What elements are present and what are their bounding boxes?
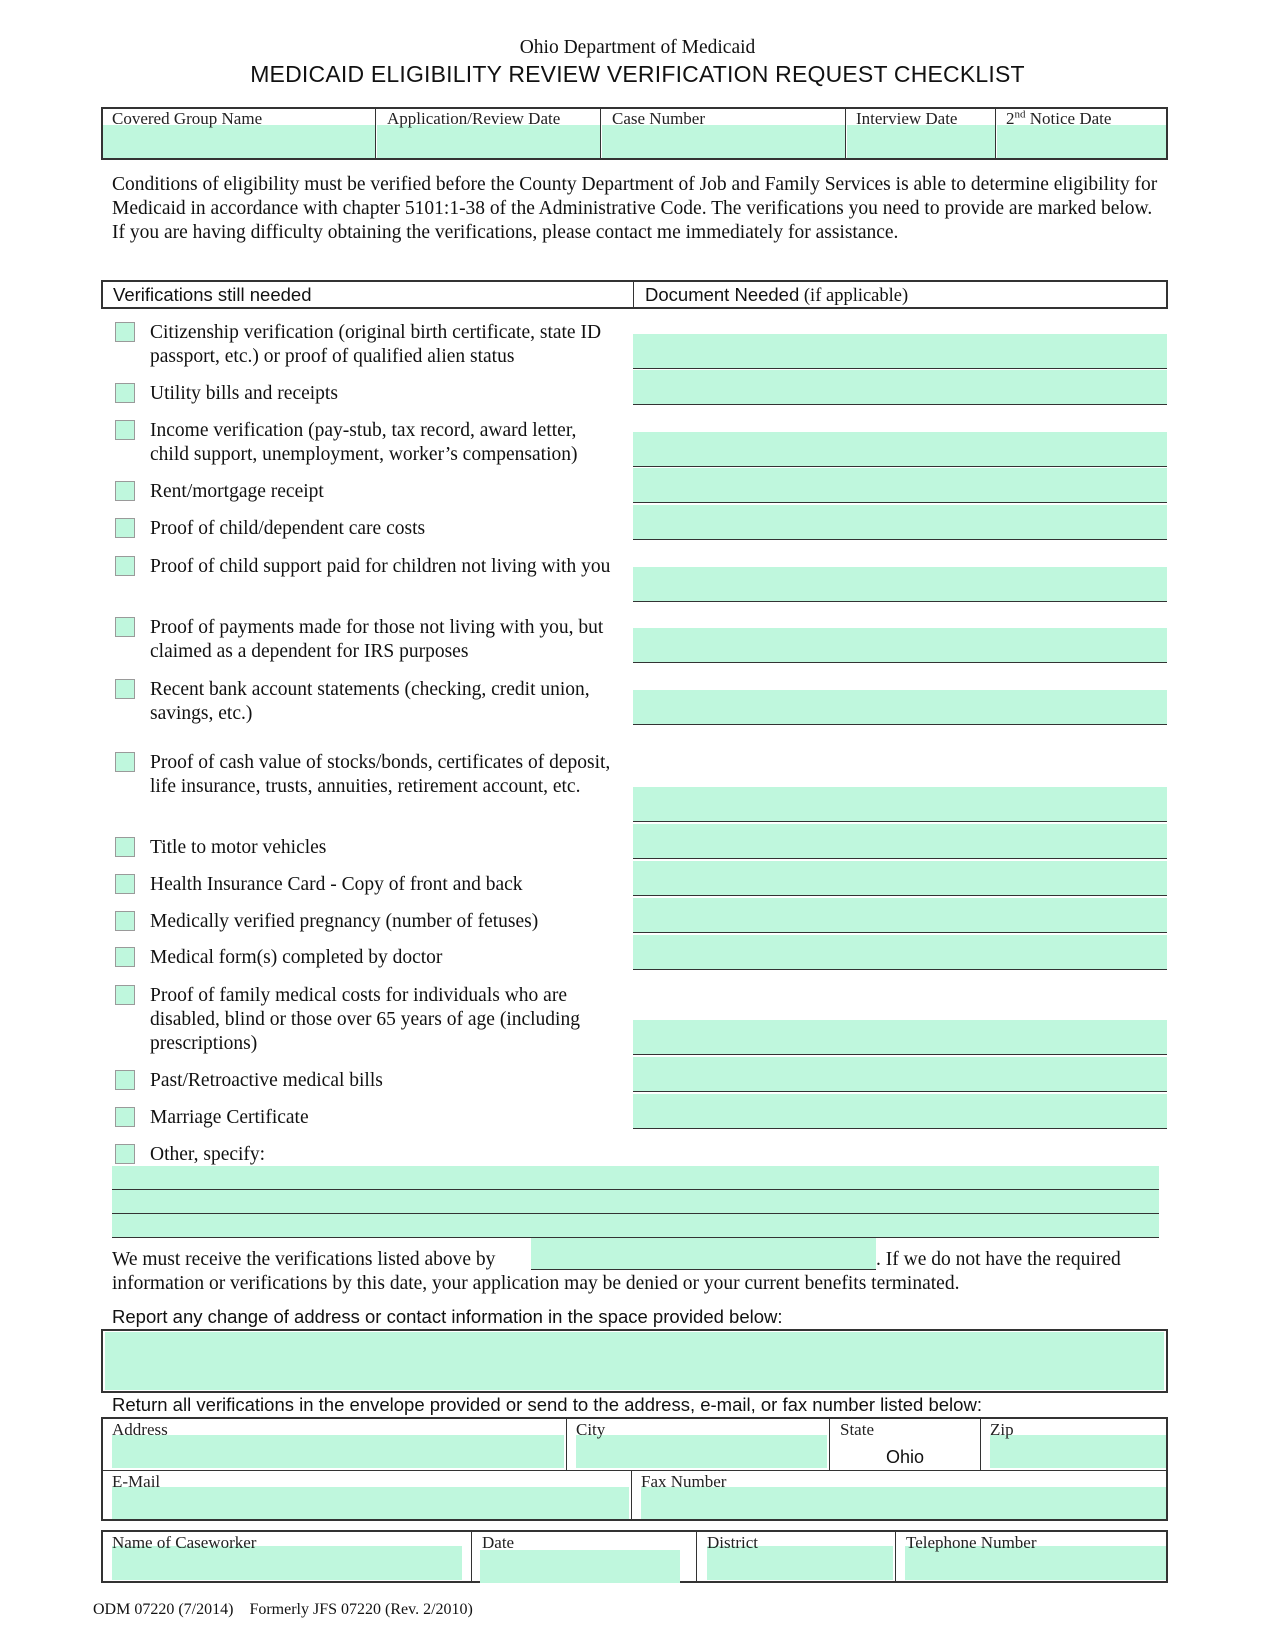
checkbox-rent-mortgage[interactable] <box>115 481 135 501</box>
item-other: Other, specify: <box>150 1144 266 1165</box>
checkbox-stocks-bonds[interactable] <box>115 752 135 772</box>
document-field-child-support[interactable] <box>633 567 1167 602</box>
document-field-child-care[interactable] <box>633 505 1167 540</box>
city-label: City <box>576 1420 606 1439</box>
address-field[interactable] <box>112 1435 564 1468</box>
document-needed-header: Document Needed (if applicable) <box>645 284 909 306</box>
covered-group-name-label: Covered Group Name <box>112 109 263 128</box>
second-notice-date-field[interactable] <box>997 125 1166 158</box>
agency-name: Ohio Department of Medicaid <box>519 37 756 58</box>
checkbox-health-insurance[interactable] <box>115 874 135 894</box>
item-dependent-payments: Proof of payments made for those not living with you, but claimed as a dependent for IRS purposes <box>150 617 604 662</box>
email-label: E-Mail <box>112 1472 161 1491</box>
form-title: MEDICAID ELIGIBILITY REVIEW VERIFICATION REQUEST CHECKLIST <box>250 61 1025 87</box>
item-motor-vehicles: Title to motor vehicles <box>150 837 327 858</box>
caseworker-date-label: Date <box>482 1533 515 1552</box>
district-label: District <box>707 1533 758 1552</box>
item-family-medical-costs: Proof of family medical costs for individuals who are disabled, blind or those over 65 years of age (including prescriptions) <box>150 985 580 1054</box>
verifications-needed-header: Verifications still needed <box>113 284 312 305</box>
fax-label: Fax Number <box>641 1472 727 1491</box>
application-review-date-field[interactable] <box>377 125 600 158</box>
document-field-retroactive-bills[interactable] <box>633 1057 1167 1092</box>
fax-field[interactable] <box>641 1487 1166 1519</box>
document-field-health-insurance[interactable] <box>633 861 1167 896</box>
other-specify-line-3[interactable] <box>112 1214 1159 1238</box>
state-value: Ohio <box>885 1447 925 1467</box>
checkbox-motor-vehicles[interactable] <box>115 837 135 857</box>
interview-date-field[interactable] <box>847 125 995 158</box>
deadline-text-line2: information or verifications by this date, your application may be denied or your current benefits terminated. <box>112 1273 960 1294</box>
return-label: Return all verifications in the envelope provided or send to the address, e-mail, or fax number listed below: <box>112 1394 982 1415</box>
item-pregnancy: Medically verified pregnancy (number of fetuses) <box>150 911 539 932</box>
change-report-label: Report any change of address or contact information in the space provided below: <box>112 1306 783 1327</box>
checkbox-medical-forms[interactable] <box>115 947 135 967</box>
document-field-medical-forms[interactable] <box>633 935 1167 970</box>
checkbox-pregnancy[interactable] <box>115 911 135 931</box>
email-field[interactable] <box>112 1487 629 1519</box>
item-retroactive-bills: Past/Retroactive medical bills <box>150 1070 383 1091</box>
item-citizenship: Citizenship verification (original birth certificate, state ID passport, etc.) or proof of qualified alien status <box>150 322 602 367</box>
telephone-label: Telephone Number <box>906 1533 1037 1552</box>
case-number-field[interactable] <box>602 125 845 158</box>
other-specify-line-2[interactable] <box>112 1190 1159 1214</box>
deadline-text-after: . If we do not have the required <box>876 1249 1121 1270</box>
item-health-insurance: Health Insurance Card - Copy of front and back <box>150 874 523 895</box>
form-number-footer: ODM 07220 (7/2014) Formerly JFS 07220 (Rev. 2/2010) <box>93 1601 473 1618</box>
checkbox-family-medical-costs[interactable] <box>115 985 135 1005</box>
checkbox-retroactive-bills[interactable] <box>115 1070 135 1090</box>
checkbox-other[interactable] <box>115 1144 135 1164</box>
checkbox-dependent-payments[interactable] <box>115 617 135 637</box>
document-field-marriage-certificate[interactable] <box>633 1094 1167 1129</box>
document-field-stocks-bonds[interactable] <box>633 787 1167 822</box>
application-review-date-label: Application/Review Date <box>387 109 561 128</box>
caseworker-name-label: Name of Caseworker <box>112 1533 257 1552</box>
document-field-family-medical-costs[interactable] <box>633 1020 1167 1055</box>
item-income: Income verification (pay-stub, tax record, award letter, child support, unemployment, worker’s compensation) <box>150 420 578 465</box>
checkbox-income[interactable] <box>115 420 135 440</box>
intro-paragraph: Conditions of eligibility must be verified before the County Department of Job and Family Services is able to determine eligibility for Medicaid in accordance with chapter 5101:1-38 of the Administrative Code. The verifications you need to provide are marked below. If you are having difficulty obtaining the verifications, please contact me immediately for assistance. <box>112 174 1158 243</box>
item-child-support: Proof of child support paid for children not living with you <box>150 556 611 577</box>
checkbox-child-support[interactable] <box>115 556 135 576</box>
caseworker-date-field[interactable] <box>480 1550 680 1583</box>
document-field-income[interactable] <box>633 432 1167 467</box>
document-field-dependent-payments[interactable] <box>633 628 1167 663</box>
zip-field[interactable] <box>990 1435 1166 1468</box>
document-field-pregnancy[interactable] <box>633 898 1167 933</box>
item-rent-mortgage: Rent/mortgage receipt <box>150 481 324 502</box>
document-field-motor-vehicles[interactable] <box>633 824 1167 859</box>
state-label: State <box>840 1420 874 1439</box>
item-stocks-bonds: Proof of cash value of stocks/bonds, certificates of deposit, life insurance, trusts, annuities, retirement account, etc. <box>150 752 611 797</box>
interview-date-label: Interview Date <box>856 109 958 128</box>
change-report-field[interactable] <box>105 1332 1164 1390</box>
item-bank-statements: Recent bank account statements (checking, credit union, savings, etc.) <box>150 679 590 724</box>
document-field-citizenship[interactable] <box>633 334 1167 369</box>
item-medical-forms: Medical form(s) completed by doctor <box>150 947 443 968</box>
item-child-care: Proof of child/dependent care costs <box>150 518 426 539</box>
checkbox-citizenship[interactable] <box>115 322 135 342</box>
second-notice-date-label: 2nd Notice Date <box>1006 108 1112 128</box>
deadline-text-line1: We must receive the verifications listed above by <box>112 1249 496 1270</box>
checkbox-utility-bills[interactable] <box>115 383 135 403</box>
item-utility-bills: Utility bills and receipts <box>150 383 338 404</box>
case-number-label: Case Number <box>612 109 706 128</box>
checkbox-bank-statements[interactable] <box>115 679 135 699</box>
item-marriage-certificate: Marriage Certificate <box>150 1107 309 1128</box>
checkbox-marriage-certificate[interactable] <box>115 1107 135 1127</box>
city-field[interactable] <box>576 1435 827 1468</box>
deadline-date-field[interactable] <box>531 1238 876 1270</box>
other-specify-line-1[interactable] <box>112 1166 1159 1190</box>
checkbox-child-care[interactable] <box>115 518 135 538</box>
address-label: Address <box>112 1420 168 1439</box>
covered-group-name-field[interactable] <box>103 125 375 158</box>
document-field-rent-mortgage[interactable] <box>633 468 1167 503</box>
document-field-bank-statements[interactable] <box>633 690 1167 725</box>
zip-label: Zip <box>990 1420 1014 1439</box>
document-field-utility-bills[interactable] <box>633 370 1167 405</box>
